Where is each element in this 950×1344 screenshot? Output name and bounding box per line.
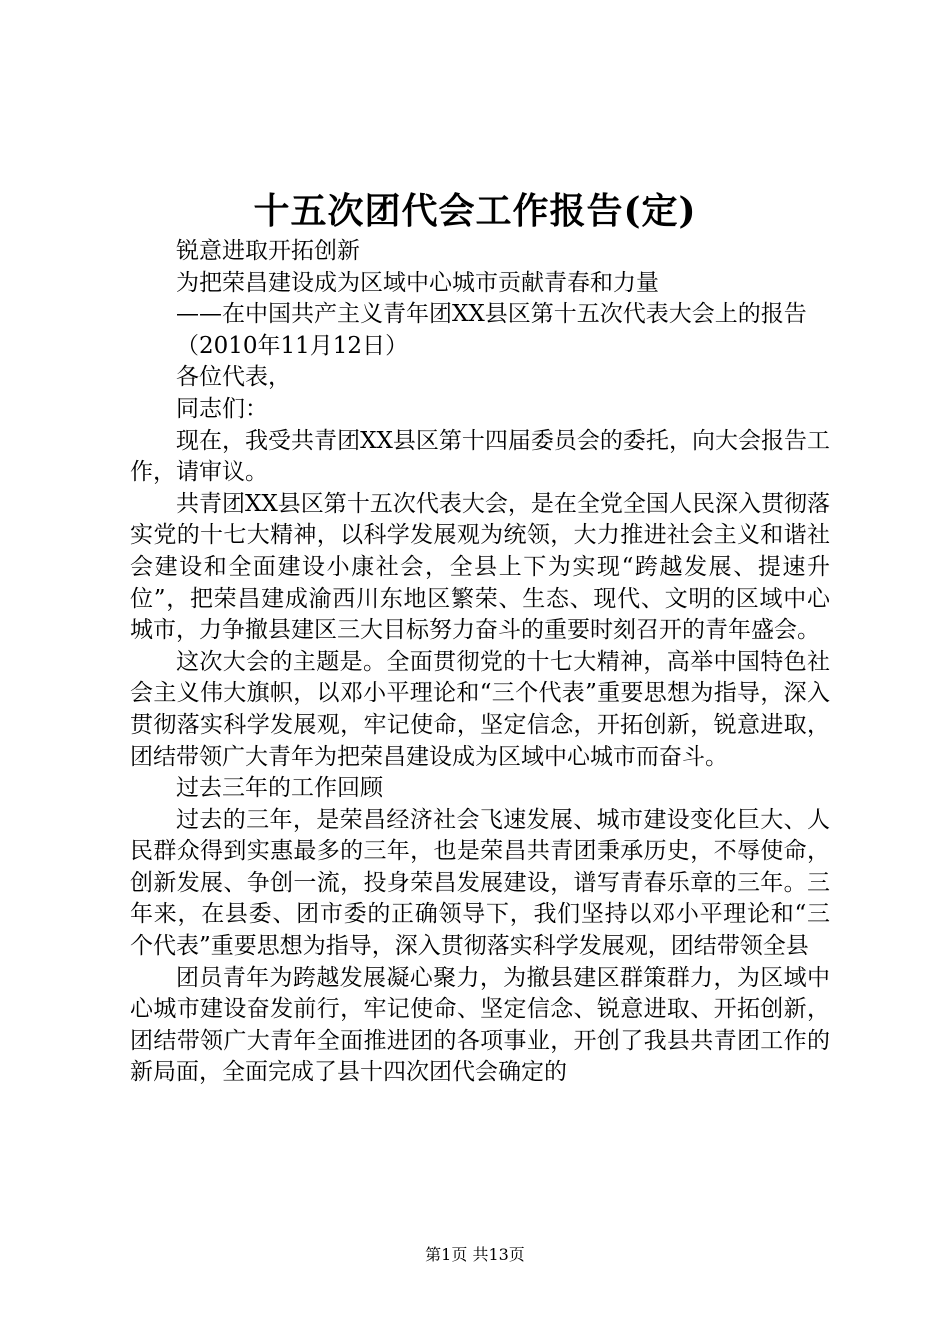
salutation: 各位代表， <box>176 364 291 391</box>
document-body <box>130 236 830 1089</box>
body-paragraph: 团员青年为跨越发展凝心聚力，为撤县建区群策群力，为区域中心城市建设奋发前行，牢记使命、坚定信念、锐意进取、开拓创新，团结带领广大青年全面推进团的各项事业，开创了我县共青团工作的新局面，全面完成了县十四次团代会确定的 <box>130 964 830 1086</box>
body-paragraph: 共青团XX县区第十五次代表大会，是在全党全国人民深入贯彻落实党的十七大精神，以科学发展观为统领，大力推进社会主义和谐社会建设和全面建设小康社会，全县上下为实现“跨越发展、提速升位”，把荣昌建成渝西川东地区繁荣、生态、现代、文明的区域中心城市，力争撤县建区三大目标努力奋斗的重要时刻召开的青年盛会。 <box>130 490 830 644</box>
body-paragraph: 过去的三年，是荣昌经济社会飞速发展、城市建设变化巨大、人民群众得到实惠最多的三年，也是荣昌共青团秉承历史，不辱使命，创新发展、争创一流，投身荣昌发展建设，谱写青春乐章的三年。三年来，在县委、团市委的正确领导下，我们坚持以邓小平理论和“三个代表”重要思想为指导，深入贯彻落实科学发展观，团结带领全县 <box>130 806 830 960</box>
page-footer: 第1页 共13页 <box>425 1245 525 1264</box>
document-title: 十五次团代会工作报告(定) <box>253 190 697 232</box>
salutation: 同志们： <box>176 395 268 422</box>
body-paragraph: 现在，我受共青团XX县区第十四届委员会的委托，向大会报告工作，请审议。 <box>130 427 830 486</box>
section-heading: 过去三年的工作回顾 <box>176 775 383 802</box>
subtitle-line: 锐意进取开拓创新 <box>176 238 360 264</box>
subtitle-line: ——在中国共产主义青年团XX县区第十五次代表大会上的报告 <box>176 301 807 328</box>
subtitle-line: 为把荣昌建设成为区域中心城市贡献青春和力量 <box>176 269 659 296</box>
body-paragraph: 这次大会的主题是。全面贯彻党的十七大精神，高举中国特色社会主义伟大旗帜，以邓小平理论和“三个代表”重要思想为指导，深入贯彻落实科学发展观，牢记使命，坚定信念，开拓创新，锐意进取，团结带领广大青年为把荣昌建设成为区域中心城市而奋斗。 <box>130 648 830 770</box>
report-date: （2010年11月12日） <box>176 332 409 359</box>
